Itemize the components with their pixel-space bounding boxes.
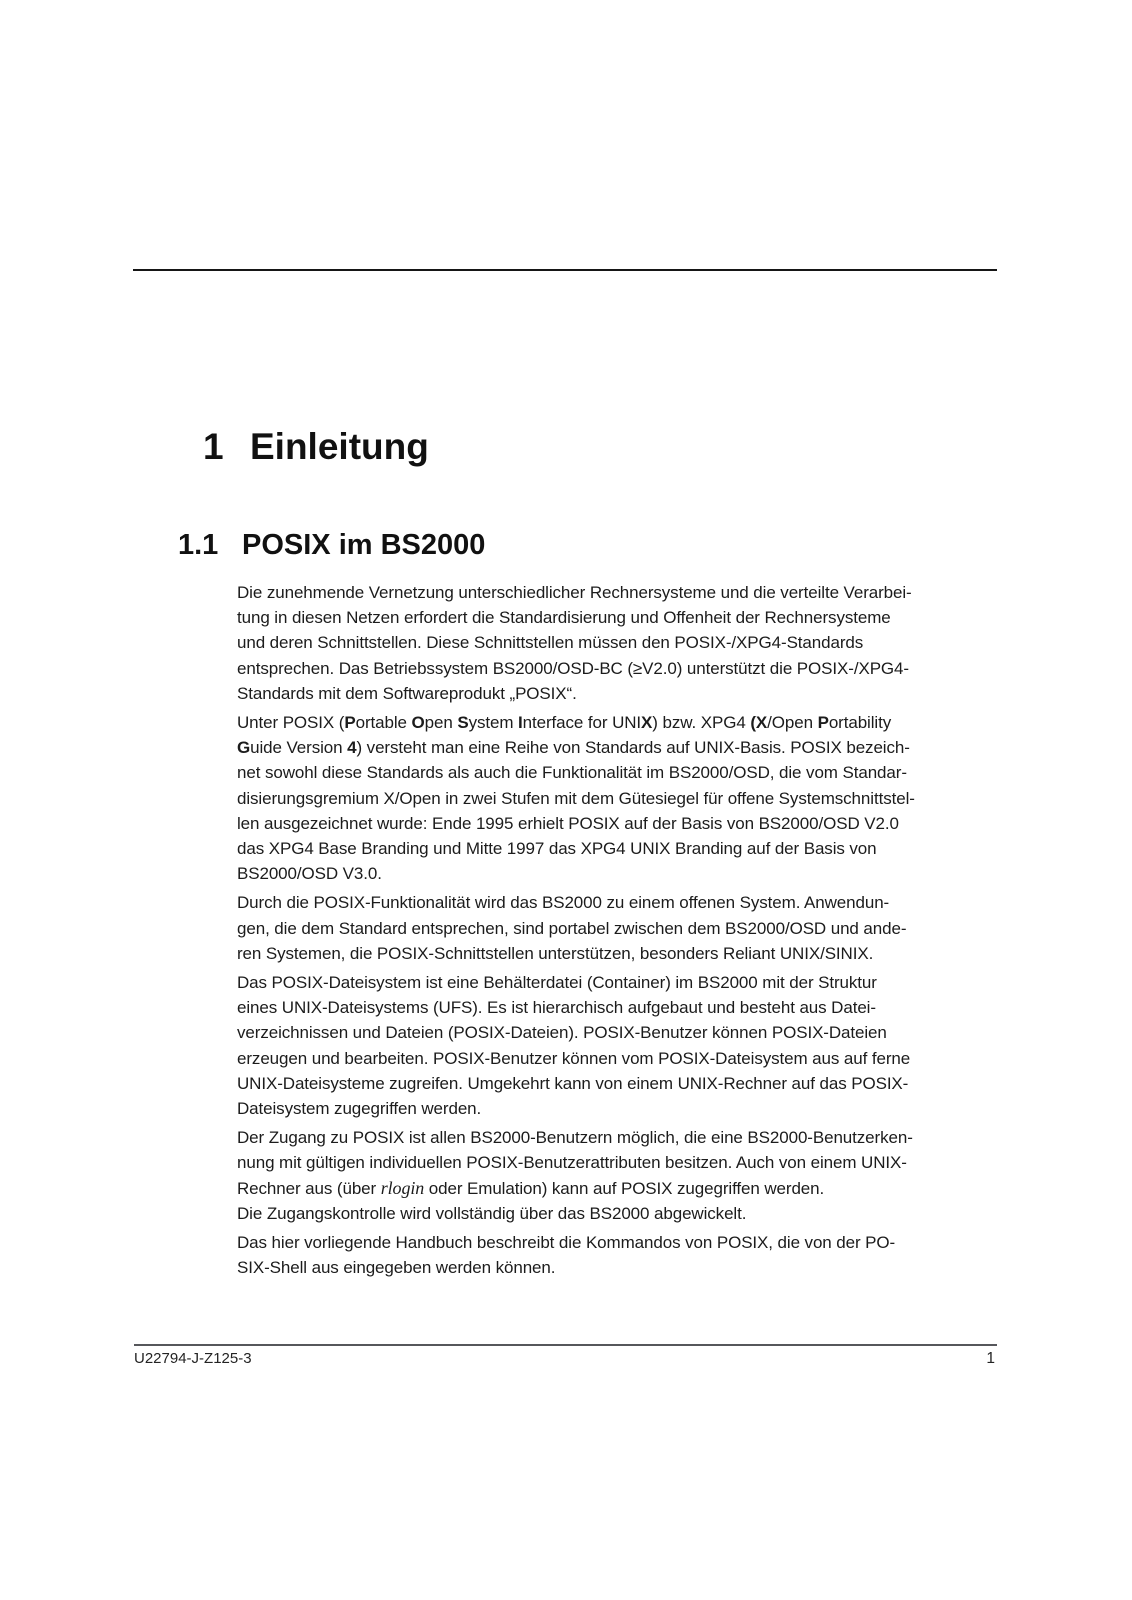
text-line: tung in diesen Netzen erfordert die Standardisierung und Offenheit der Rechnersysteme <box>237 608 891 628</box>
bold-text: 4 <box>347 738 357 758</box>
text-line: eines UNIX-Dateisystems (UFS). Es ist hierarchisch aufgebaut und besteht aus Datei- <box>237 998 876 1018</box>
text-line: Die Zugangskontrolle wird vollständig über das BS2000 abgewickelt. <box>237 1203 747 1223</box>
paragraph-2 <box>237 710 999 886</box>
text-line: nung mit gültigen individuellen POSIX-Benutzerattributen besitzen. Auch von einem UNIX- <box>237 1153 907 1173</box>
chapter-number: 1 <box>203 426 224 467</box>
bold-text: X <box>641 713 653 733</box>
paragraph-1 <box>237 580 999 706</box>
footer-document-id: U22794-J-Z125-3 <box>134 1350 252 1367</box>
text-line: das XPG4 Base Branding und Mitte 1997 das XPG4 UNIX Branding auf der Basis von <box>237 839 877 859</box>
text-line: Unter POSIX (Portable Open System Interface for UNIX) bzw. XPG4 (X/Open Portability <box>237 713 892 733</box>
text-line: BS2000/OSD V3.0. <box>237 864 382 884</box>
text-line: UNIX-Dateisysteme zugreifen. Umgekehrt kann von einem UNIX-Rechner auf das POSIX- <box>237 1073 909 1093</box>
text-line: len ausgezeichnet wurde: Ende 1995 erhielt POSIX auf der Basis von BS2000/OSD V2.0 <box>237 813 899 833</box>
text-line: entsprechen. Das Betriebssystem BS2000/OSD-BC (≥V2.0) unterstützt die POSIX-/XPG4- <box>237 658 909 678</box>
bold-text: P <box>344 713 356 733</box>
paragraph-5 <box>237 1125 999 1226</box>
text-line: Die zunehmende Vernetzung unterschiedlicher Rechnersysteme und die verteilte Verarbei- <box>237 583 912 602</box>
text-line: Das hier vorliegende Handbuch beschreibt die Kommandos von POSIX, die von der PO- <box>237 1233 896 1253</box>
text-line: net sowohl diese Standards als auch die Funktionalität im BS2000/OSD, die vom Standar- <box>237 763 907 783</box>
text-line: gen, die dem Standard entsprechen, sind portabel zwischen dem BS2000/OSD und ande- <box>237 918 907 938</box>
text-line: Dateisystem zugegriffen werden. <box>237 1099 482 1119</box>
paragraph-3 <box>237 890 999 966</box>
paragraph-4 <box>237 970 999 1121</box>
footer-page-number: 1 <box>986 1350 995 1367</box>
text-line: Der Zugang zu POSIX ist allen BS2000-Benutzern möglich, die eine BS2000-Benutzerken- <box>237 1128 913 1148</box>
footer-rule <box>134 1344 997 1346</box>
text-line: Guide Version 4) versteht man eine Reihe von Standards auf UNIX-Basis. POSIX bezeich- <box>237 738 910 758</box>
text-line: Das POSIX-Dateisystem ist eine Behälterdatei (Container) im BS2000 mit der Struktur <box>237 973 877 993</box>
header-rule <box>133 269 997 271</box>
bold-text: G <box>237 738 251 758</box>
section-title: POSIX im BS2000 <box>242 529 486 561</box>
section-number: 1.1 <box>178 529 219 561</box>
body-text <box>237 580 999 1284</box>
text-line: disierungsgremium X/Open in zwei Stufen mit dem Gütesiegel für offene Systemschnittstel- <box>237 788 915 808</box>
bold-text: I <box>518 713 523 733</box>
bold-text: S <box>457 713 469 733</box>
text-line: Durch die POSIX-Funktionalität wird das BS2000 zu einem offenen System. Anwendun- <box>237 893 890 913</box>
bold-text: O <box>411 713 425 733</box>
text-line: Standards mit dem Softwareprodukt „POSIX“. <box>237 683 577 703</box>
chapter-title: Einleitung <box>250 426 429 467</box>
text-line: erzeugen und bearbeiten. POSIX-Benutzer können vom POSIX-Dateisystem aus auf ferne <box>237 1048 911 1068</box>
text-line: SIX-Shell aus eingegeben werden können. <box>237 1258 556 1278</box>
text-line: und deren Schnittstellen. Diese Schnittstellen müssen den POSIX-/XPG4-Standards <box>237 633 864 653</box>
text-line: Rechner aus (über rlogin oder Emulation) kann auf POSIX zugegriffen werden. <box>237 1177 825 1198</box>
text-line: ren Systemen, die POSIX-Schnittstellen unterstützen, besonders Reliant UNIX/SINIX. <box>237 943 874 963</box>
italic-text: rlogin <box>380 1177 425 1198</box>
paragraph-6 <box>237 1230 999 1280</box>
text-line: verzeichnissen und Dateien (POSIX-Dateien). POSIX-Benutzer können POSIX-Dateien <box>237 1023 887 1043</box>
bold-text: P <box>817 713 829 733</box>
bold-text: (X <box>750 713 768 733</box>
